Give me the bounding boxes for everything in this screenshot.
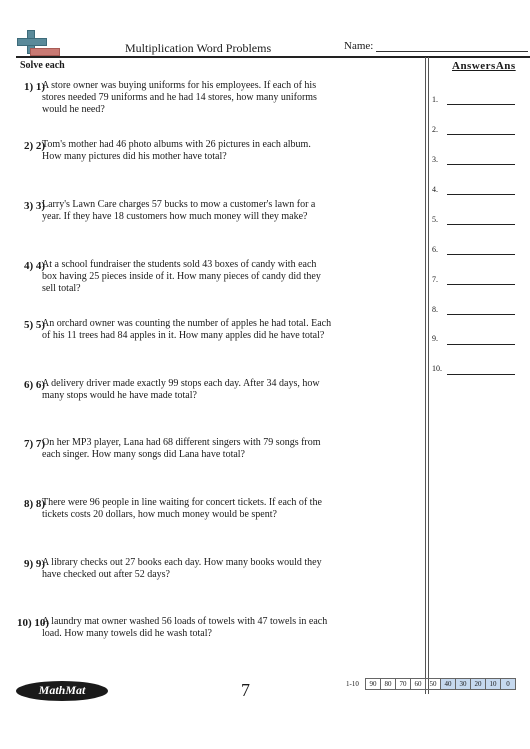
answers-heading: AnswersAns [452, 60, 516, 72]
problem-text: A laundry mat owner washed 56 loads of towels with 47 towels in each load. How many towels did he wash total? [42, 616, 328, 639]
answer-line[interactable] [447, 344, 515, 345]
score-cell: 0 [500, 678, 516, 690]
score-cell: 60 [410, 678, 426, 690]
problem-text: At a school fundraiser the students sold 43 boxes of candy with each box having 25 pieces inside of it. How many pieces of candy did they sell total? [42, 259, 321, 294]
problem-text: A library checks out 27 books each day. How many books would they have checked out after 52 days? [42, 557, 322, 580]
problem-text: Tom's mother had 46 photo albums with 26 pictures in each album. How many pictures did his mother have total? [42, 139, 311, 162]
problem-text: An orchard owner was counting the number of apples he had total. Each of his 11 trees had 84 apples in it. How many apples did he have total? [42, 318, 332, 341]
answer-column-divider [428, 57, 429, 694]
score-cell: 80 [380, 678, 396, 690]
problem-number: 7) 7) [24, 438, 46, 450]
problem-number: 10) 10) [17, 617, 50, 629]
problem-text: A delivery driver made exactly 99 stops each day. After 34 days, how many stops would he have made total? [42, 378, 320, 401]
name-label: Name: [344, 40, 374, 52]
answer-line[interactable] [447, 134, 515, 135]
logo-cross-horizontal [17, 38, 47, 46]
answer-line[interactable] [447, 164, 515, 165]
score-range-label: 1-10 [346, 680, 359, 688]
score-cell: 90 [365, 678, 381, 690]
problem-number: 3) 3) [24, 200, 46, 212]
problem-number: 4) 4) [24, 260, 46, 272]
instructions: Solve each [20, 60, 65, 71]
problem-text: There were 96 people in line waiting for concert tickets. If each of the tickets costs 20 dollars, how much money would be spent? [42, 497, 322, 520]
score-cell: 20 [470, 678, 486, 690]
problem-text: A store owner was buying uniforms for his employees. If each of his stores needed 79 uniforms and he had 14 stores, how many uniforms would he need? [42, 80, 317, 115]
answer-number: 6. [432, 245, 438, 254]
answer-line[interactable] [447, 314, 515, 315]
answer-number: 10. [432, 364, 442, 373]
answer-number: 2. [432, 125, 438, 134]
mathmat-logo-text: MathMat [38, 683, 86, 697]
score-cell: 50 [425, 678, 441, 690]
answer-line[interactable] [447, 194, 515, 195]
score-cell: 30 [455, 678, 471, 690]
answer-number: 8. [432, 305, 438, 314]
answer-line[interactable] [447, 104, 515, 105]
answer-line[interactable] [447, 284, 515, 285]
problem-number: 9) 9) [24, 558, 46, 570]
answer-number: 1. [432, 95, 438, 104]
answer-number: 4. [432, 185, 438, 194]
answer-line[interactable] [447, 254, 515, 255]
score-table [366, 678, 516, 690]
answer-number: 9. [432, 334, 438, 343]
score-cell: 10 [485, 678, 501, 690]
problem-number: 2) 2) [24, 140, 46, 152]
score-cell: 40 [440, 678, 456, 690]
problem-text: On her MP3 player, Lana had 68 different singers with 79 songs from each singer. How many songs did Lana have total? [42, 437, 321, 460]
page-title: Multiplication Word Problems [125, 41, 272, 55]
problem-number: 6) 6) [24, 379, 46, 391]
problem-text: Larry's Lawn Care charges 57 bucks to mow a customer's lawn for a year. If they have 18 customers how much money will they make? [42, 199, 316, 222]
score-cell: 70 [395, 678, 411, 690]
answer-column-divider [425, 57, 426, 694]
answer-number: 3. [432, 155, 438, 164]
answer-line[interactable] [447, 374, 515, 375]
problem-number: 1) 1) [24, 81, 46, 93]
answer-number: 5. [432, 215, 438, 224]
answer-line[interactable] [447, 224, 515, 225]
problem-number: 8) 8) [24, 498, 46, 510]
logo-minus-bar [30, 48, 60, 56]
problem-number: 5) 5) [24, 319, 46, 331]
name-field-line[interactable] [376, 51, 528, 52]
answer-number: 7. [432, 275, 438, 284]
header-rule [16, 56, 530, 58]
page-number: 7 [241, 680, 250, 700]
